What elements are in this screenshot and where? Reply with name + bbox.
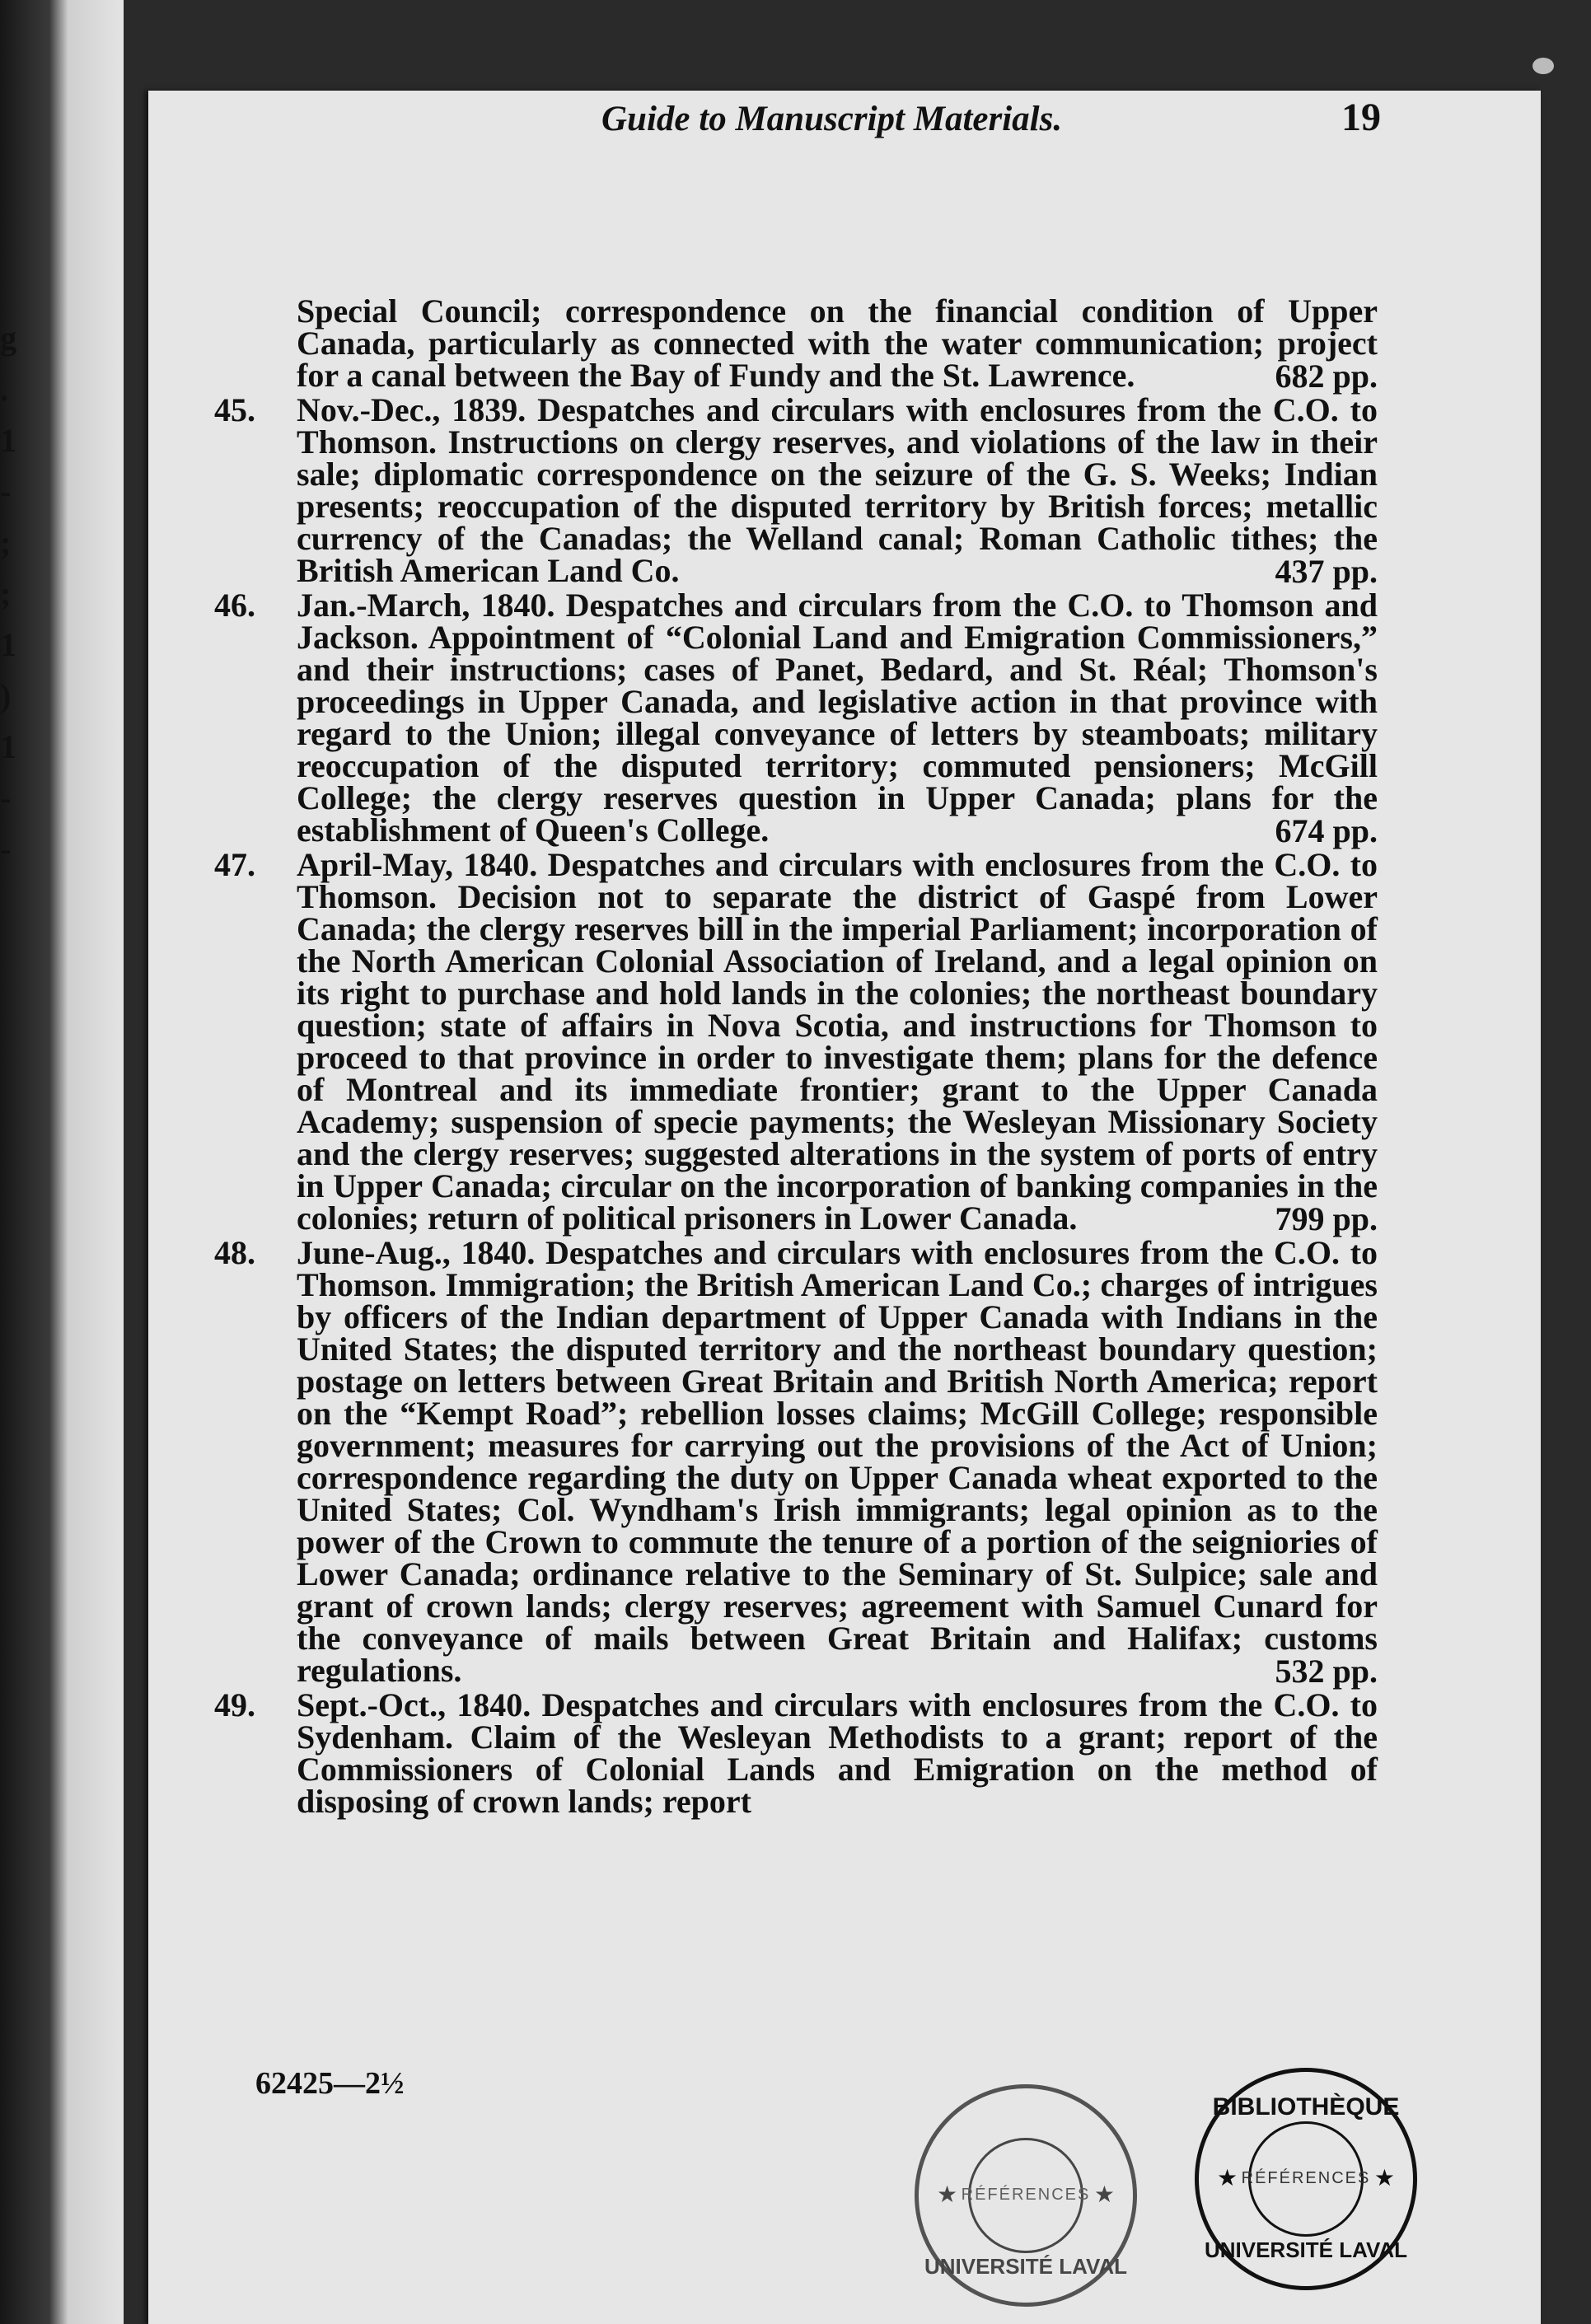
star-icon: ★: [1373, 2166, 1395, 2191]
gutter-marks: g . 1 - ; ; 1 ) 1 - -: [0, 320, 16, 867]
stamp-library: BIBLIOTHÈQUE: [1212, 2093, 1400, 2121]
stamp-label: RÉFÉRENCES: [1241, 2169, 1371, 2187]
stamp-label: RÉFÉRENCES: [961, 2186, 1091, 2204]
entry: [214, 587, 1378, 849]
entry-pages: 532 pp.: [1275, 1653, 1378, 1690]
entry-text: Jan.-March, 1840. Despatches and circulars from the C.O. to Thomson and Jackson. Appointment of “Colonial Land and Emigration Commissioners,” and their instructions; cases of Panet, Bedard, and St. Réal; Thomson's proceedings in Upper Canada, and legislative action in that province with regard to the Union; illegal conveyance of letters by steamboats; military reoccupation of the disputed territory; commuted pensioners; McGill College; the clergy reserves question in Upper Canada; plans for the establishment of Queen's College.: [297, 587, 1378, 849]
text-body: [214, 292, 1378, 1820]
library-stamp: [915, 2084, 1137, 2307]
entry-text: Nov.-Dec., 1839. Despatches and circulars with enclosures from the C.O. to Thomson. Instructions on clergy reserves, and violations of the law in their sale; diplomatic correspondence on the seizure of the G. S. Weeks; Indian presents; reoccupation of the disputed territory by British forces; metallic currency of the Canadas; the Welland canal; Roman Catholic tithes; the British American Land Co.: [297, 391, 1378, 589]
entry: [214, 1686, 1378, 1820]
page-number: 19: [1341, 96, 1381, 139]
entry-number: 48.: [214, 1234, 255, 1271]
entry-pages: 674 pp.: [1275, 812, 1378, 849]
entry-number: 47.: [214, 846, 255, 883]
entry-text: Special Council; correspondence on the financial condition of Upper Canada, particularly as connected with the water communication; project for a canal between the Bay of Fundy and the St. Lawrence.: [297, 292, 1378, 394]
library-stamp: [1195, 2068, 1417, 2290]
entry-text: June-Aug., 1840. Despatches and circulars with enclosures from the C.O. to Thomson. Immigration; the British American Land Co.; charges of intrigues by officers of the Indian department of Upper Canada with Indians in the United States; the disputed territory and the northeast boundary question; postage on letters between Great Britain and British North America; report on the “Kempt Road”; rebellion losses claims; McGill College; responsible government; measures for carrying out the provisions of the Act of Union; correspondence regarding the duty on Upper Canada wheat exported to the United States; Col. Wyndham's Irish immigrants; legal opinion as to the power of the Crown to commute the tenure of a portion of the seigniories of Lower Canada; ordinance relative to the Seminary of St. Sulpice; sale and grant of crown lands; clergy reserves; agreement with Samuel Cunard for the conveyance of mails between Great Britain and Halifax; customs regulations.: [297, 1234, 1378, 1689]
entry-number: 49.: [214, 1686, 255, 1723]
entry-text: Sept.-Oct., 1840. Despatches and circulars with enclosures from the C.O. to Sydenham. Claim of the Wesleyan Methodists to a grant; report of the Commissioners of Colonial Lands and Emigration on the method of disposing of crown lands; report: [297, 1686, 1378, 1820]
stamp-institution: UNIVERSITÉ LAVAL: [1204, 2237, 1408, 2262]
entry-pages: 682 pp.: [1275, 358, 1378, 395]
sheet-code: 62425—2½: [255, 2066, 405, 2101]
scan-artifact: [1533, 58, 1554, 74]
entry: [214, 846, 1378, 1237]
star-icon: ★: [1093, 2182, 1115, 2208]
star-icon: ★: [1217, 2166, 1238, 2191]
entry-text: April-May, 1840. Despatches and circulars with enclosures from the C.O. to Thomson. Decision not to separate the district of Gaspé from Lower Canada; the clergy reserves bill in the imperial Parliament; incorporation of the North American Colonial Association of Ireland, and a legal opinion on its right to purchase and hold lands in the colonies; the northeast boundary question; state of affairs in Nova Scotia, and instructions for Thomson to proceed to that province in order to investigate them; plans for the defence of Montreal and its immediate frontier; grant to the Upper Canada Academy; suspension of specie payments; the Wesleyan Missionary Society and the clergy reserves; suggested alterations in the system of ports of entry in Upper Canada; circular on the incorporation of banking companies in the colonies; return of political prisoners in Lower Canada.: [297, 846, 1378, 1237]
star-icon: ★: [937, 2182, 958, 2208]
entry-number: 46.: [214, 587, 255, 624]
running-title: Guide to Manuscript Materials.: [601, 100, 1063, 138]
entry: [214, 391, 1378, 590]
scan-left-edge: [0, 0, 124, 2324]
entry-pages: 799 pp.: [1275, 1200, 1378, 1237]
entry: [297, 292, 1378, 395]
entry-number: 45.: [214, 391, 255, 428]
entry: [214, 1234, 1378, 1690]
stamp-institution: UNIVERSITÉ LAVAL: [924, 2254, 1128, 2279]
entry-pages: 437 pp.: [1275, 553, 1378, 590]
